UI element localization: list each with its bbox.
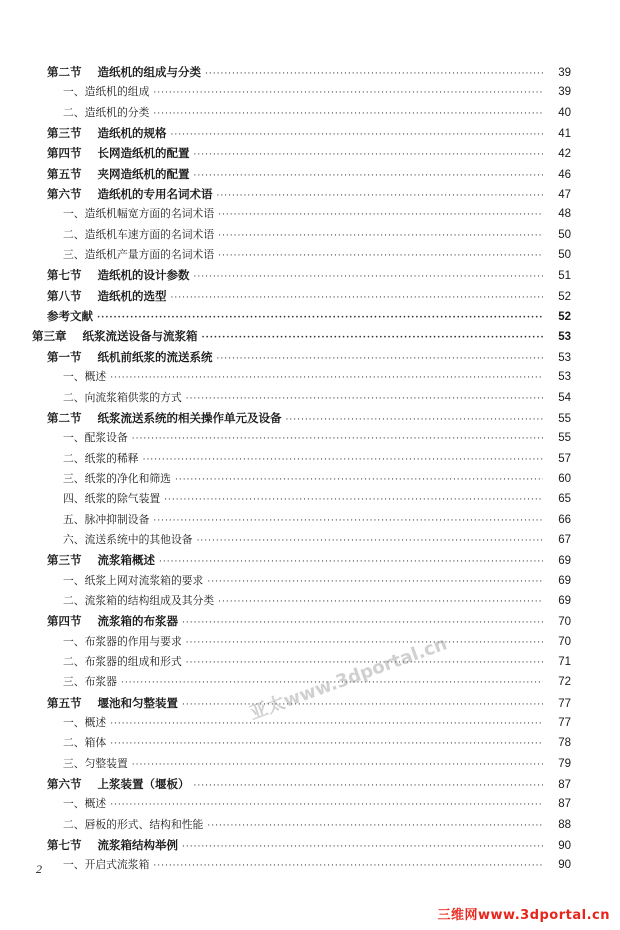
leader-dots: [218, 226, 543, 246]
toc-entry-label: 二、布浆器的组成和形式: [63, 654, 182, 668]
site-stamp: 三维网www.3dportal.cn: [437, 908, 610, 923]
toc-entry: [0, 286, 620, 306]
toc-entry-page: 55: [558, 412, 571, 425]
toc-entry: [0, 306, 620, 326]
toc-entry-label: 六、流送系统中的其他设备: [63, 532, 193, 546]
toc-entry: [0, 754, 620, 774]
toc-entry-label: 第五节 夹网造纸机的配置: [47, 166, 190, 181]
leader-dots: [132, 429, 543, 449]
toc-entry-page: 87: [558, 779, 571, 792]
toc-entry-label: 四、纸浆的除气装置: [63, 492, 161, 506]
toc-entry-label: 第一节 纸机前纸浆的流送系统: [47, 349, 213, 364]
leader-dots: [194, 145, 543, 165]
toc-entry-label: 一、开启式流浆箱: [63, 858, 150, 872]
toc-entry: [0, 510, 620, 530]
leader-dots: [286, 410, 543, 430]
leader-dots: [217, 186, 543, 206]
toc-entry-page: 52: [558, 290, 571, 303]
leader-dots: [207, 816, 543, 836]
toc-entry: [0, 204, 620, 224]
toc-entry: [0, 265, 620, 285]
leader-dots: [171, 288, 543, 308]
toc-entry-page: 42: [558, 148, 571, 161]
toc-entry-page: 53: [558, 371, 571, 384]
toc-entry-label: 一、纸浆上网对流浆箱的要求: [63, 573, 204, 587]
toc-entry-label: 第三节 造纸机的规格: [47, 126, 167, 141]
toc-entry-label: 二、造纸机车速方面的名词术语: [63, 227, 215, 241]
toc-entry-page: 50: [558, 228, 571, 241]
page-number: 2: [36, 862, 42, 876]
toc-entry-label: 五、脉冲抑制设备: [63, 512, 150, 526]
toc-entry-label: 第三节 流浆箱概述: [47, 553, 156, 568]
toc-entry-label: 第五节 堰池和匀整装置: [47, 695, 179, 710]
toc-entry-label: 三、布浆器: [63, 675, 117, 689]
toc-entry: [0, 713, 620, 733]
toc-entry-page: 47: [558, 189, 571, 202]
toc-entry: [0, 428, 620, 448]
toc-entry-label: 一、概述: [63, 797, 107, 811]
leader-dots: [175, 470, 543, 490]
toc-entry-page: 66: [558, 513, 571, 526]
toc-entry-page: 69: [558, 594, 571, 607]
toc-entry: [0, 82, 620, 102]
toc-entry-page: 67: [558, 533, 571, 546]
toc-entry-label: 一、概述: [63, 716, 107, 729]
toc-entry-page: 69: [558, 555, 571, 568]
leader-dots: [110, 714, 543, 734]
toc-entry-label: 第四节 流浆箱的布浆器: [47, 614, 179, 629]
toc-entry: [0, 326, 620, 346]
toc-entry: [0, 632, 620, 652]
leader-dots: [143, 450, 543, 470]
toc-entry-page: 71: [558, 655, 571, 668]
toc-entry: [0, 62, 620, 82]
toc-entry-page: 53: [558, 351, 571, 364]
toc-entry: [0, 164, 620, 184]
toc-entry-page: 50: [558, 249, 571, 262]
toc-entry-page: 52: [558, 311, 571, 324]
toc-entry-page: 41: [558, 128, 571, 141]
toc-entry-page: 70: [558, 616, 571, 629]
toc-entry-label: 第二节 纸浆流送系统的相关操作单元及设备: [47, 410, 282, 425]
toc-entry: [0, 245, 620, 265]
toc-entry-label: 二、造纸机的分类: [63, 105, 150, 119]
leader-dots: [186, 389, 543, 409]
watermark: 亚太www.3dportal.cn: [246, 633, 450, 725]
toc-entry-page: 46: [558, 168, 571, 181]
toc-entry-label: 第八节 造纸机的选型: [47, 288, 167, 303]
toc-entry-label: 三、匀整装置: [63, 756, 128, 770]
toc-entry: [0, 835, 620, 855]
toc-entry-label: 三、纸浆的净化和筛选: [63, 471, 171, 485]
leader-dots: [153, 104, 543, 124]
toc-entry: [0, 550, 620, 570]
leader-dots: [182, 837, 543, 857]
toc-entry-label: 三、造纸机产量方面的名词术语: [63, 248, 215, 262]
toc-entry-page: 57: [558, 452, 571, 465]
toc-entry-label: 一、配浆设备: [63, 431, 128, 445]
toc-entry: [0, 571, 620, 591]
leader-dots: [153, 511, 543, 531]
leader-dots: [194, 776, 543, 796]
toc-entry: [0, 347, 620, 367]
toc-entry-page: 53: [558, 331, 571, 344]
toc-entry-page: 39: [558, 67, 571, 79]
toc-entry: [0, 815, 620, 835]
leader-dots: [197, 531, 543, 551]
toc-entry-page: 90: [558, 859, 571, 872]
toc-entry-label: 一、造纸机幅宽方面的名词术语: [63, 207, 215, 221]
leader-dots: [182, 695, 543, 715]
leader-dots: [110, 368, 543, 388]
toc-entry-page: 55: [558, 432, 571, 445]
toc-entry: [0, 794, 620, 814]
toc-entry: [0, 530, 620, 550]
toc-entry-page: 70: [558, 635, 571, 648]
toc-entry-page: 78: [558, 737, 571, 750]
toc-entry-label: 第四节 长网造纸机的配置: [47, 146, 190, 161]
toc-entry: [0, 733, 620, 753]
toc-entry: [0, 449, 620, 469]
leader-dots: [205, 64, 543, 84]
toc-entry-label: 二、唇板的形式、结构和性能: [63, 817, 204, 831]
leader-dots: [218, 205, 543, 225]
leader-dots: [164, 490, 543, 510]
leader-dots: [110, 795, 543, 815]
toc-entry-page: 72: [558, 676, 571, 689]
toc-entry: [0, 469, 620, 489]
toc-entry: [0, 388, 620, 408]
leader-dots: [110, 734, 543, 754]
table-of-contents: [0, 62, 620, 876]
leader-dots: [153, 83, 543, 103]
toc-entry-label: 第六节 造纸机的专用名词术语: [47, 187, 213, 202]
toc-entry-label: 一、造纸机的组成: [63, 85, 150, 99]
toc-entry-label: 一、概述: [63, 370, 107, 384]
toc-entry: [0, 367, 620, 387]
toc-entry-page: 54: [558, 391, 571, 404]
toc-entry-label: 第三章 纸浆流送设备与流浆箱: [32, 329, 198, 344]
leader-dots: [171, 125, 543, 145]
toc-entry-page: 39: [558, 86, 571, 99]
toc-entry-label: 二、箱体: [63, 736, 107, 750]
toc-entry-page: 79: [558, 757, 571, 770]
toc-entry-label: 二、流浆箱的结构组成及其分类: [63, 593, 215, 607]
toc-entry: [0, 123, 620, 143]
toc-entry: [0, 225, 620, 245]
toc-entry-page: 48: [558, 208, 571, 221]
leader-dots: [217, 349, 543, 369]
leader-dots: [97, 308, 543, 328]
leader-dots: [202, 328, 543, 348]
toc-entry-page: 77: [558, 717, 571, 729]
toc-entry-page: 65: [558, 493, 571, 506]
toc-entry-page: 77: [558, 697, 571, 710]
leader-dots: [132, 755, 543, 775]
toc-entry-page: 88: [558, 818, 571, 831]
toc-entry-label: 第七节 造纸机的设计参数: [47, 268, 190, 283]
toc-entry-page: 69: [558, 574, 571, 587]
toc-entry-page: 51: [558, 270, 571, 283]
toc-entry-page: 90: [558, 840, 571, 853]
leader-dots: [159, 552, 543, 572]
toc-entry-label: 第七节 流浆箱结构举例: [47, 838, 179, 853]
leader-dots: [153, 856, 543, 876]
toc-entry: [0, 184, 620, 204]
toc-entry: [0, 143, 620, 163]
toc-entry-label: 参考文献: [47, 309, 93, 324]
leader-dots: [218, 246, 543, 266]
toc-entry-label: 第六节 上浆装置（堰板）: [47, 777, 190, 792]
toc-entry-label: 第二节 造纸机的组成与分类: [47, 65, 202, 79]
toc-entry: [0, 652, 620, 672]
toc-entry-label: 一、布浆器的作用与要求: [63, 634, 182, 648]
toc-entry-label: 二、向流浆箱供浆的方式: [63, 390, 182, 404]
toc-entry: [0, 855, 620, 875]
toc-entry: [0, 489, 620, 509]
toc-entry-page: 60: [558, 472, 571, 485]
toc-entry-page: 87: [558, 798, 571, 811]
toc-entry: [0, 408, 620, 428]
toc-entry: [0, 774, 620, 794]
toc-entry-page: 40: [558, 106, 571, 119]
leader-dots: [194, 166, 543, 186]
toc-entry-label: 二、纸浆的稀释: [63, 451, 139, 465]
leader-dots: [207, 572, 543, 592]
leader-dots: [194, 267, 543, 287]
toc-entry: [0, 103, 620, 123]
